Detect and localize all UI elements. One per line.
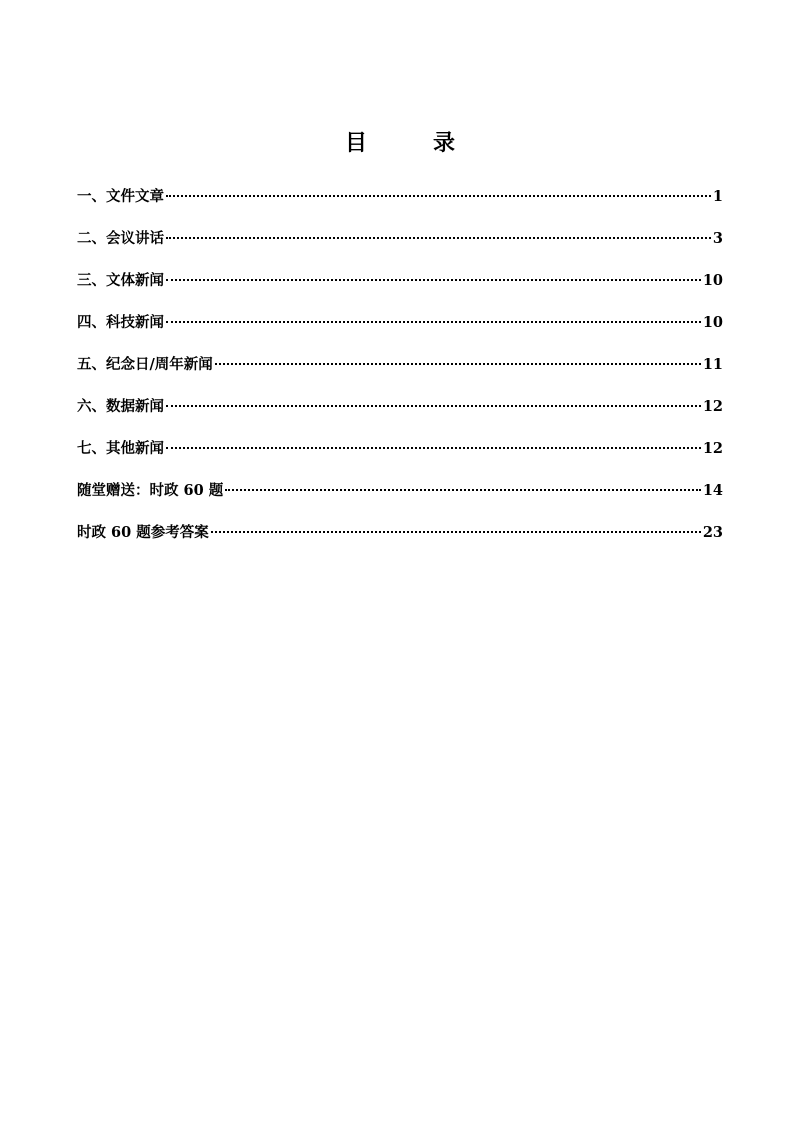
toc-entry-shuju[interactable] [77,396,723,438]
toc-entry-label: 一、文件文章 [77,188,164,205]
toc-dot-leader [225,489,701,491]
toc-entry-page-number: 1 [712,188,723,205]
toc-entry-page-number: 23 [702,524,723,541]
toc-dot-leader [166,321,701,323]
toc-entry-label: 二、会议讲话 [77,230,164,247]
toc-entry-label: 七、其他新闻 [77,440,164,457]
toc-entry-label: 三、文体新闻 [77,272,164,289]
toc-dot-leader [166,195,711,197]
toc-entry-page-number: 11 [702,356,723,373]
toc-dot-leader [166,447,701,449]
toc-entry-label: 时政 60 题参考答案 [77,524,209,541]
toc-list [77,186,723,564]
toc-entry-qita[interactable] [77,438,723,480]
toc-entry-label: 五、纪念日/周年新闻 [77,356,213,373]
toc-entry-label: 六、数据新闻 [77,398,164,415]
toc-entry-daan[interactable] [77,522,723,564]
toc-entry-huiyi[interactable] [77,228,723,270]
toc-entry-page-number: 12 [702,440,723,457]
toc-entry-label: 四、科技新闻 [77,314,164,331]
toc-dot-leader [211,531,701,533]
toc-entry-page-number: 14 [702,482,723,499]
toc-dot-leader [215,363,701,365]
toc-entry-page-number: 10 [702,272,723,289]
toc-entry-wenti[interactable] [77,270,723,312]
toc-entry-jinianri[interactable] [77,354,723,396]
toc-entry-page-number: 12 [702,398,723,415]
toc-title: 目 录 [344,131,477,156]
toc-dot-leader [166,405,701,407]
toc-entry-page-number: 10 [702,314,723,331]
toc-entry-page-number: 3 [712,230,723,247]
toc-entry-suitang[interactable] [77,480,723,522]
toc-dot-leader [166,279,701,281]
toc-entry-label: 随堂赠送：时政 60 题 [77,482,224,499]
toc-dot-leader [166,237,711,239]
toc-entry-keji[interactable] [77,312,723,354]
toc-entry-wenjian[interactable] [77,186,723,228]
